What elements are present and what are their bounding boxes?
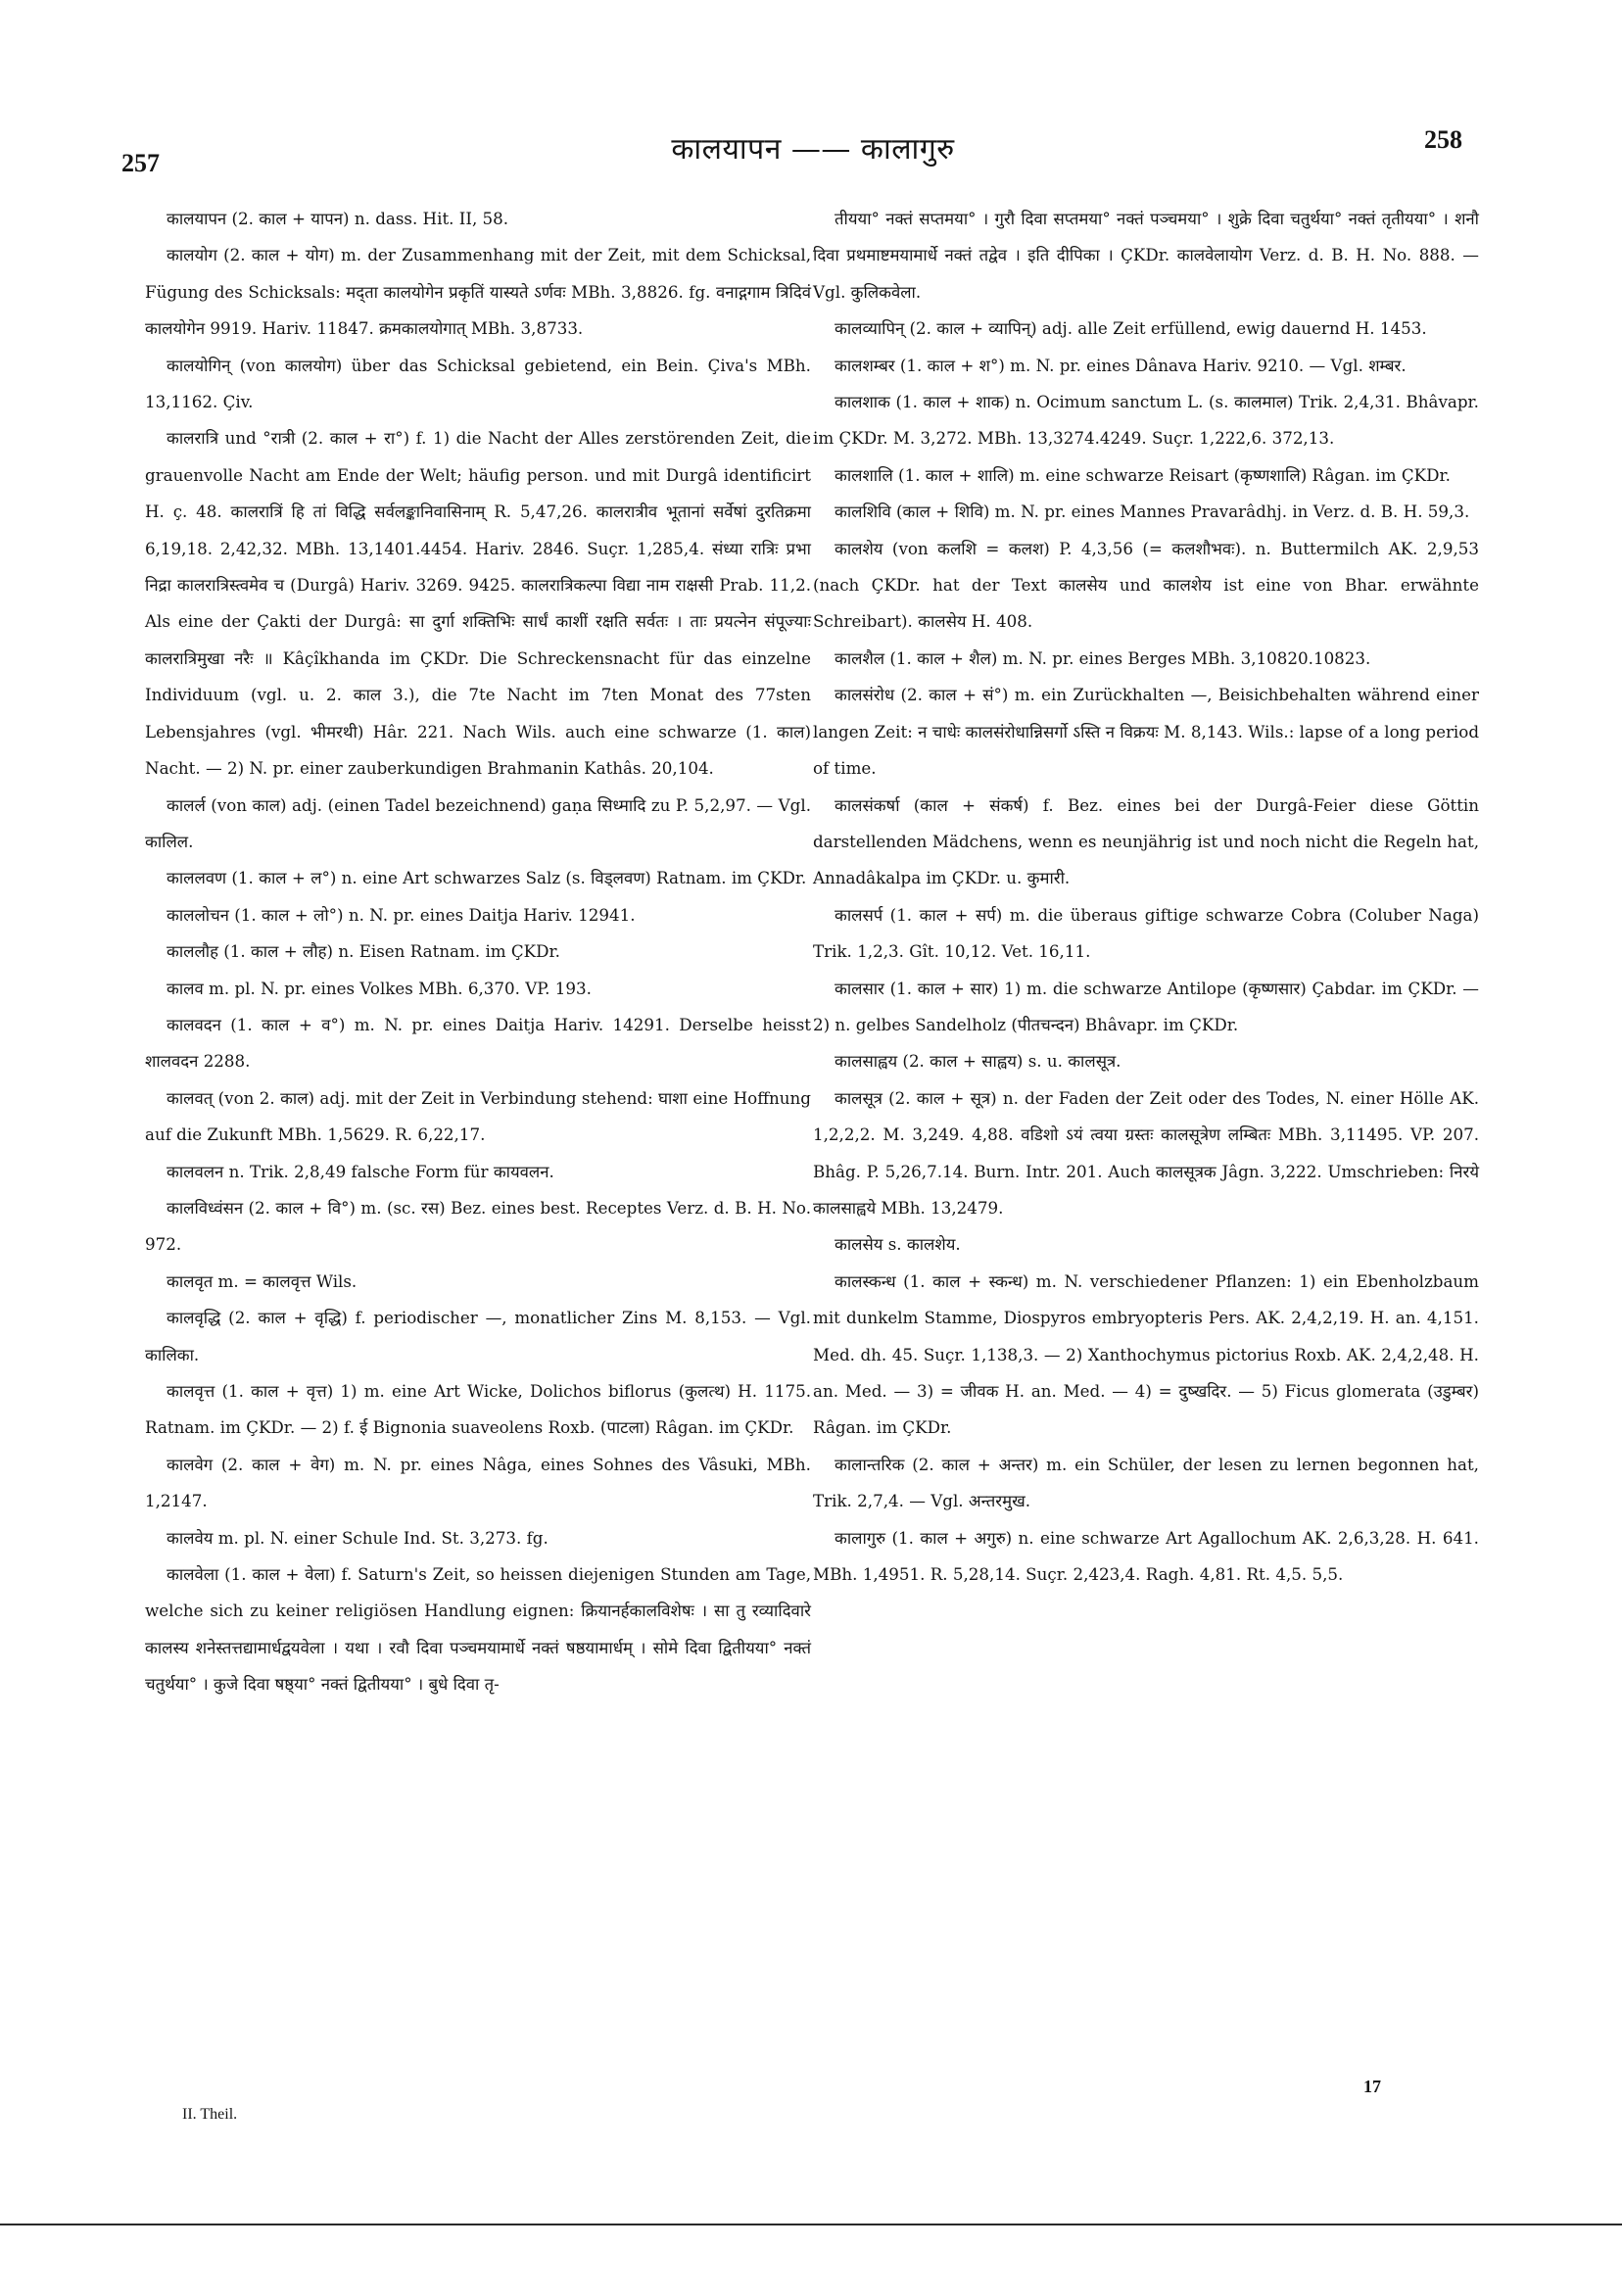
dictionary-entry: कालसंकर्षा (काल + संकर्ष) f. Bez. eines bei der Durgâ-Feier diese Göttin darstellenden Mädchens, wenn es neunjährig ist und noch nicht die Regeln hat, Annadâkalpa im ÇKDr. u. कुमारी. <box>813 794 1479 888</box>
left-column <box>145 201 811 1703</box>
dictionary-entry: कालविध्वंसन (2. काल + वि°) m. (sc. रस) Bez. eines best. Receptes Verz. d. B. H. No. 972. <box>145 1197 811 1255</box>
dictionary-entry: कालशेय (von कलशि = कलश) P. 4,3,56 (= कलशौभवः). n. Buttermilch AK. 2,9,53 (nach ÇKDr. hat der Text कालसेय und कालशेय ist eine von Bhar. erwähnte Schreibart). कालसेय H. 408. <box>813 538 1479 632</box>
dictionary-entry: कालवदन (1. काल + व°) m. N. pr. eines Daitja Hariv. 14291. Derselbe heisst शालवदन 2288. <box>145 1014 811 1072</box>
dictionary-entry: कालसूत्र (2. काल + सूत्र) n. der Faden der Zeit oder des Todes, N. einer Hölle AK. 1,2,2,2. M. 3,249. 4,88. वडिशो ऽयं त्वया ग्रस्तः कालसूत्रेण लम्बितः MBh. 3,11495. VP. 207. Bhâg. P. 5,26,7.14. Burn. Intr. 201. Auch कालसूत्रक Jâgn. 3,222. Umschrieben: निरये कालसाह्वये MBh. 13,2479. <box>813 1087 1479 1218</box>
dictionary-entry: कालशालि (1. काल + शालि) m. eine schwarze Reisart (कृष्णशालि) Râgan. im ÇKDr. <box>835 464 1451 485</box>
dictionary-entry: कालवेय m. pl. N. einer Schule Ind. St. 3,273. fg. <box>167 1527 549 1548</box>
dictionary-entry: कालशम्बर (1. काल + श°) m. N. pr. eines Dânava Hariv. 9210. — Vgl. शम्बर. <box>835 355 1407 375</box>
page-header <box>0 0 1622 196</box>
dictionary-entry: कालव m. pl. N. pr. eines Volkes MBh. 6,370. VP. 193. <box>167 978 592 998</box>
dictionary-entry: कालवत् (von 2. काल) adj. mit der Zeit in Verbindung stehend: घाशा eine Hoffnung auf die Zukunft MBh. 1,5629. R. 6,22,17. <box>145 1087 811 1145</box>
dictionary-entry: काललोचन (1. काल + लो°) n. N. pr. eines Daitja Hariv. 12941. <box>167 904 636 925</box>
dictionary-entry: कालव्यापिन् (2. काल + व्यापिन्) adj. alle Zeit erfüllend, ewig dauernd H. 1453. <box>835 318 1427 339</box>
dictionary-entry: कालवृत्त (1. काल + वृत्त) 1) m. eine Art Wicke, Dolichos biflorus (कुलत्थ) H. 1175. Ratnam. im ÇKDr. — 2) f. ई Bignonia suaveolens Roxb. (पाटला) Râgan. im ÇKDr. <box>145 1381 811 1438</box>
dictionary-entry: कालसर्प (1. काल + सर्प) m. die überaus giftige schwarze Cobra (Coluber Naga) Trik. 1,2,3. Gît. 10,12. Vet. 16,11. <box>813 904 1479 962</box>
dictionary-entry: कालशिवि (काल + शिवि) m. N. pr. eines Mannes Pravarâdhj. in Verz. d. B. H. 59,3. <box>835 502 1470 522</box>
dictionary-entry: कालसंरोध (2. काल + सं°) m. ein Zurückhalten —, Beisichbehalten während einer langen Zeit: न चाधेः कालसंरोधान्निसर्गो ऽस्ति न विक्रयः M. 8,143. Wils.: lapse of a long period of time. <box>813 685 1479 779</box>
dictionary-entry: कालवृत m. = कालवृत्त Wils. <box>167 1270 358 1291</box>
dictionary-entry: कालयापन (2. काल + यापन) n. dass. Hit. II, 58. <box>167 209 509 228</box>
dictionary-entry: कालवेग (2. काल + वेग) m. N. pr. eines Nâga, eines Sohnes des Vâsuki, MBh. 1,2147. <box>145 1454 811 1511</box>
dictionary-entry: कालशैल (1. काल + शैल) m. N. pr. eines Berges MBh. 3,10820.10823. <box>835 647 1371 668</box>
dictionary-entry: कालरात्रि und °रात्री (2. काल + रा°) f. 1) die Nacht der Alles zerstörenden Zeit, die grauenvolle Nacht am Ende der Welt; häufig person. und mit Durgâ identificirt H. ç. 48. कालरात्रिं हि तां विद्धि सर्वलङ्कानिवासिनाम् R. 5,47,26. कालरात्रीव भूतानां सर्वेषां दुरतिक्रमा 6,19,18. 2,42,32. MBh. 13,1401.4454. Hariv. 2846. Suçr. 1,285,4. संध्या रात्रिः प्रभा निद्रा कालरात्रिस्त्वमेव च (Durgâ) Hariv. 3269. 9425. कालरात्रिकल्पा विद्या नाम राक्षसी Prab. 11,2. Als eine der Çakti der Durgâ: सा दुर्गा शक्तिभिः सार्धं काशीं रक्षति सर्वतः । ताः प्रयत्नेन संपूज्याः कालरात्रिमुखा नरैः ॥ Kâçîkhanda im ÇKDr. Die Schreckensnacht für das einzelne Individuum (vgl. u. 2. काल 3.), die 7te Nacht im 7ten Monat des 77sten Lebensjahres (vgl. भीमरथी) Hâr. 221. Nach Wils. auch eine schwarze (1. काल) Nacht. — 2) N. pr. einer zauberkundigen Brahmanin Kathâs. 20,104. <box>145 428 811 779</box>
dictionary-entry: कालस्कन्ध (1. काल + स्कन्ध) m. N. verschiedener Pflanzen: 1) ein Ebenholzbaum mit dunkelm Stamme, Diospyros embryopteris Pers. AK. 2,4,2,19. H. an. 4,151. Med. dh. 45. Suçr. 1,138,3. — 2) Xanthochymus pictorius Roxb. AK. 2,4,2,48. H. an. Med. — 3) = जीवक H. an. Med. — 4) = दुष्खदिर. — 5) Ficus glomerata (उडुम्बर) Râgan. im ÇKDr. <box>813 1270 1479 1438</box>
dictionary-entry: कालान्तरिक (2. काल + अन्तर) m. ein Schüler, der lesen zu lernen begonnen hat, Trik. 2,7,4. — Vgl. अन्तरमुख. <box>813 1454 1479 1511</box>
dictionary-entry: कालशाक (1. काल + शाक) n. Ocimum sanctum L. (s. कालमाल) Trik. 2,4,31. Bhâvapr. im ÇKDr. M. 3,272. MBh. 13,3274.4249. Suçr. 1,222,6. 372,13. <box>813 392 1479 449</box>
page-number-left: 257 <box>121 149 160 177</box>
dictionary-entry: कालयोग (2. काल + योग) m. der Zusammenhang mit der Zeit, mit dem Schicksal, Fügung des Schicksals: मद्ता कालयोगेन प्रकृतिं यास्यते ऽर्णवः MBh. 3,8826. fg. वनाद्गगाम त्रिदिवं कालयोगेन 9919. Hariv. 11847. क्रमकालयोगात् MBh. 3,8733. <box>145 245 811 339</box>
dictionary-entry: कालवृद्धि (2. काल + वृद्धि) f. periodischer —, monatlicher Zins M. 8,153. — Vgl. कालिका. <box>145 1308 811 1364</box>
dictionary-entry: कालागुरु (1. काल + अगुरु) n. eine schwarze Art Agallochum AK. 2,6,3,28. H. 641. MBh. 1,4951. R. 5,28,14. Suçr. 2,423,4. Ragh. 4,81. Rt. 4,5. 5,5. <box>813 1527 1479 1585</box>
sheet-number: 17 <box>1363 2077 1381 2096</box>
dictionary-entry: कालसार (1. काल + सार) 1) m. die schwarze Antilope (कृष्णसार) Çabdar. im ÇKDr. — 2) n. gelbes Sandelholz (पीतचन्दन) Bhâvapr. im ÇKDr. <box>813 978 1479 1034</box>
dictionary-entry: कालर्ल (von काल) adj. (einen Tadel bezeichnend) gaṇa सिध्मादि zu P. 5,2,97. — Vgl. कालिल. <box>145 794 811 851</box>
bottom-rule <box>0 2224 1622 2225</box>
dictionary-entry: काललौह (1. काल + लौह) n. Eisen Ratnam. im ÇKDr. <box>167 941 560 962</box>
running-title: कालयापन —— कालागुरु <box>671 132 955 167</box>
dictionary-entry: कालसाह्वय (2. काल + साह्वय) s. u. कालसूत्र. <box>835 1051 1121 1072</box>
signature-mark: II. Theil. <box>182 2106 238 2123</box>
page-number-right: 258 <box>1424 125 1462 154</box>
dictionary-entry: कालयोगिन् (von कालयोग) über das Schicksal gebietend, ein Bein. Çiva's MBh. 13,1162. Çiv. <box>145 355 811 412</box>
dictionary-entry: तीयया° नक्तं सप्तमया° । गुरौ दिवा सप्तमया° नक्तं पञ्चमया° । शुक्रे दिवा चतुर्थया° नक्तं तृतीयया° । शनौ दिवा प्रथमाष्टमयामार्धे नक्तं तद्वेव । इति दीपिका । ÇKDr. कालवेलायोग Verz. d. B. H. No. 888. — Vgl. कुलिकवेला. <box>813 209 1479 302</box>
right-column <box>813 201 1479 1593</box>
dictionary-entry: काललवण (1. काल + ल°) n. eine Art schwarzes Salz (s. विड्लवण) Ratnam. im ÇKDr. <box>167 868 807 888</box>
dictionary-entry: कालवेला (1. काल + वेला) f. Saturn's Zeit, so heissen diejenigen Stunden am Tage, welche sich zu keiner religiösen Handlung eignen: क्रियानर्हकालविशेषः । सा तु रव्यादिवारे कालस्य शनेस्तत्तद्यामार्धद्वयवेला । यथा । रवौ दिवा पञ्चमयामार्धे नक्तं षष्ठयामार्धम् । सोमे दिवा द्वितीयया° नक्तं चतुर्थया° । कुजे दिवा षष्ठ्या° नक्तं द्वितीयया° । बुधे दिवा तृ- <box>145 1564 812 1695</box>
dictionary-entry: कालसेय s. कालशेय. <box>835 1234 961 1255</box>
dictionary-entry: कालवलन n. Trik. 2,8,49 falsche Form für कायवलन. <box>167 1161 554 1181</box>
